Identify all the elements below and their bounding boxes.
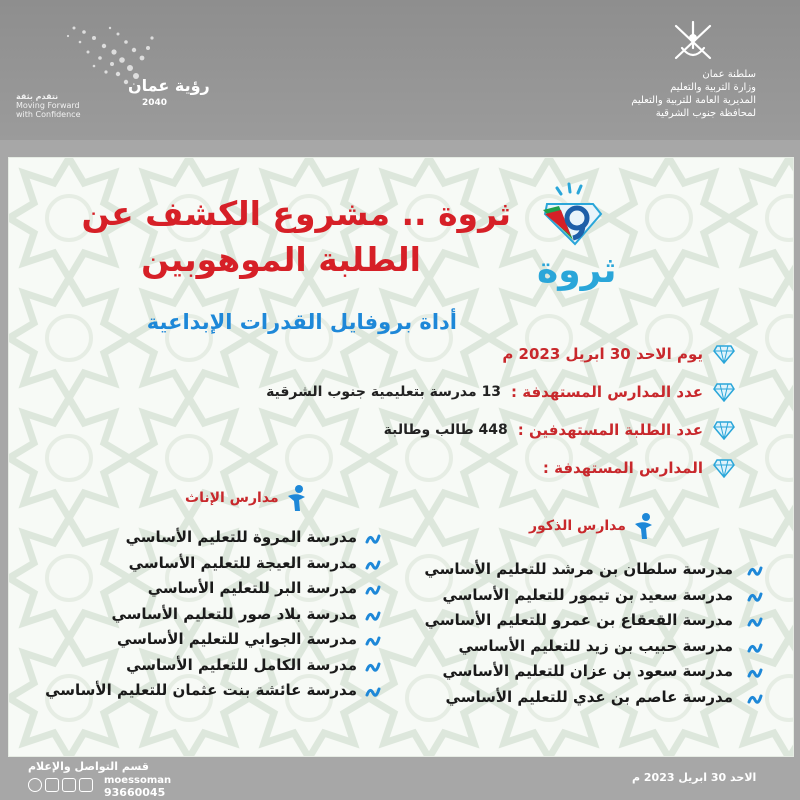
event-date: يوم الاحد 30 ابريل 2023 م <box>502 345 703 363</box>
footer-department: قسم التواصل والإعلام <box>28 760 149 773</box>
info-row-target-schools <box>543 458 735 478</box>
vision-title: رؤية عمان <box>128 76 210 95</box>
diamond-icon <box>713 420 735 440</box>
tharwa-logo-icon <box>539 180 609 250</box>
diamond-icon <box>713 458 735 478</box>
announcement-card <box>8 157 794 757</box>
girls-schools-heading <box>185 484 307 512</box>
facebook-icon[interactable] <box>62 778 76 792</box>
wave-bullet-icon <box>365 683 381 701</box>
wave-bullet-icon <box>747 664 763 682</box>
school-item: مدرسة البر للتعليم الأساسي <box>147 579 357 597</box>
wave-bullet-icon <box>747 613 763 631</box>
oman-emblem-icon <box>668 18 718 66</box>
ministry-line: لمحافظة جنوب الشرقية <box>655 108 756 119</box>
wave-bullet-icon <box>365 530 381 548</box>
wave-bullet-icon <box>747 562 763 580</box>
subtitle: أداة بروفايل القدرات الإبداعية <box>146 310 457 334</box>
boys-schools-heading <box>529 512 654 540</box>
students-count-value: 448 طالب وطالبة <box>383 422 508 438</box>
school-item: مدرسة القعقاع بن عمرو للتعليم الأساسي <box>424 611 733 629</box>
ministry-line: سلطنة عمان <box>702 69 756 80</box>
wave-bullet-icon <box>365 632 381 650</box>
info-row-date <box>502 344 735 364</box>
instagram-icon[interactable] <box>45 778 59 792</box>
vision-slogan-en2: with Confidence <box>16 110 81 119</box>
school-item: مدرسة بلاد صور للتعليم الأساسي <box>111 604 357 623</box>
vision-slogan-ar: نتقدم بثقة <box>16 92 59 101</box>
social-handle: moessoman <box>104 775 172 786</box>
target-schools-label: المدارس المستهدفة : <box>542 459 703 477</box>
school-item: مدرسة عاصم بن عدي للتعليم الأساسي <box>445 687 733 706</box>
school-item: مدرسة الكامل للتعليم الأساسي <box>126 655 357 674</box>
ministry-name <box>631 68 756 120</box>
vision-year: 2040 <box>142 98 168 108</box>
diamond-icon <box>713 382 735 402</box>
tharwa-logo-word: ثروة <box>537 250 617 291</box>
title-line-2: الطلبة الموهوبين <box>141 240 421 279</box>
school-item: مدرسة عائشة بنت عثمان للتعليم الأساسي <box>45 681 357 699</box>
wave-bullet-icon <box>365 607 381 625</box>
school-item: مدرسة الجوابي للتعليم الأساسي <box>116 630 357 648</box>
diamond-icon <box>713 344 735 364</box>
school-item: مدرسة سلطان بن مرشد للتعليم الأساسي <box>424 560 733 578</box>
girls-heading-label: مدارس الإناث <box>185 490 279 506</box>
twitter-icon[interactable] <box>79 778 93 792</box>
school-item: مدرسة سعود بن عزان للتعليم الأساسي <box>442 662 733 680</box>
social-icons <box>28 778 93 792</box>
school-item: مدرسة حبيب بن زيد للتعليم الأساسي <box>458 636 733 655</box>
vision-slogan <box>16 92 81 119</box>
school-item: مدرسة المروة للتعليم الأساسي <box>125 528 357 546</box>
wave-bullet-icon <box>747 588 763 606</box>
person-icon <box>632 512 654 540</box>
footer-date: الاحد 30 ابريل 2023 م <box>632 771 757 784</box>
main-title <box>81 191 511 283</box>
school-item: مدرسة العيجة للتعليم الأساسي <box>128 553 357 572</box>
ministry-line: وزارة التربية والتعليم <box>670 82 756 93</box>
boys-heading-label: مدارس الذكور <box>529 518 626 534</box>
schools-count-label: عدد المدارس المستهدفة : <box>511 383 703 401</box>
schools-count-value: 13 مدرسة بتعليمية جنوب الشرقية <box>266 384 502 400</box>
phone-number: 93660045 <box>104 786 166 799</box>
wave-bullet-icon <box>365 658 381 676</box>
wave-bullet-icon <box>365 581 381 599</box>
whatsapp-icon[interactable] <box>28 778 42 792</box>
person-icon <box>285 484 307 512</box>
students-count-label: عدد الطلبة المستهدفين : <box>517 421 703 439</box>
vision-slogan-en1: Moving Forward <box>16 101 80 110</box>
title-line-1: ثروة .. مشروع الكشف عن <box>81 194 511 233</box>
info-row-schools-count <box>266 382 735 402</box>
info-row-students-count <box>384 420 735 440</box>
wave-bullet-icon <box>747 690 763 708</box>
school-item: مدرسة سعيد بن تيمور للتعليم الأساسي <box>442 585 733 604</box>
ministry-line: المديرية العامة للتربية والتعليم <box>631 95 756 106</box>
wave-bullet-icon <box>747 639 763 657</box>
wave-bullet-icon <box>365 556 381 574</box>
